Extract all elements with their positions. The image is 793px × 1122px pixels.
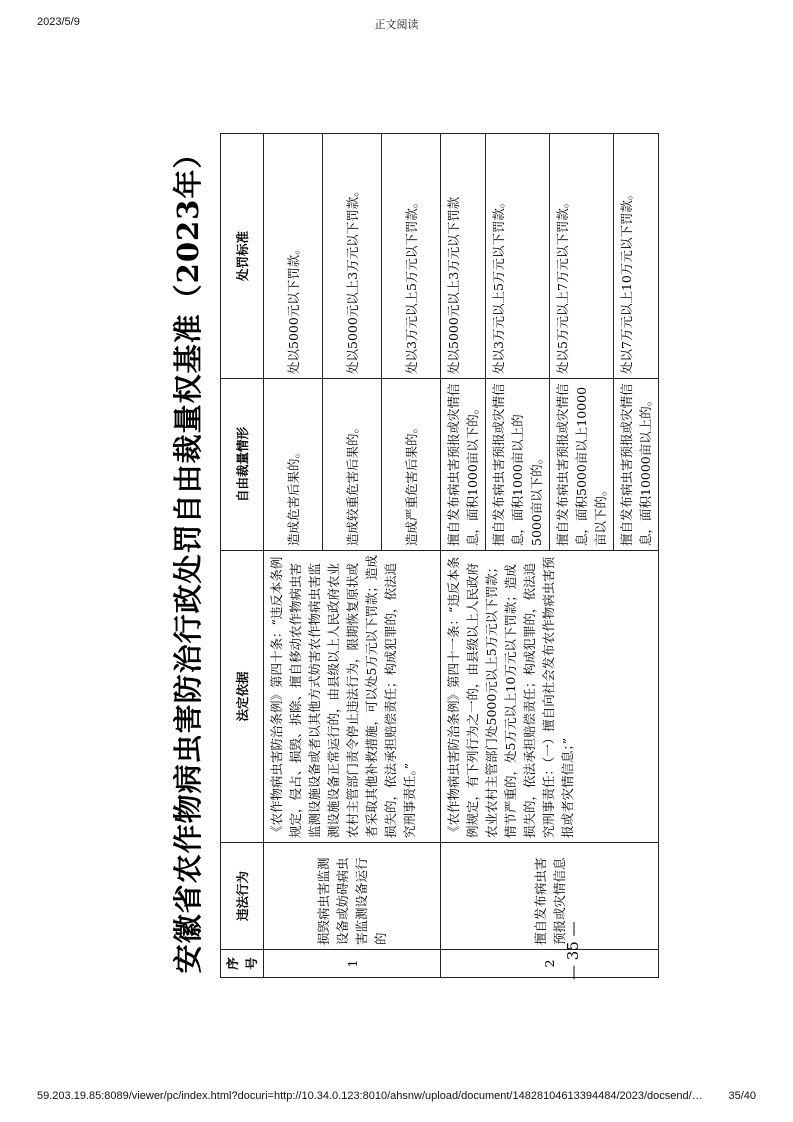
row-number: 1 [264, 950, 441, 978]
penalty-standard: 处以3万元以上5万元以下罚款。 [382, 134, 441, 379]
header-penalty: 处罚标准 [221, 134, 264, 379]
penalty-standard: 处以5000元以上3万元以下罚款 [441, 134, 486, 379]
header-act: 违法行为 [221, 843, 264, 950]
discretion-case: 擅自发布病虫害预报或灾情信息，面积10000亩以上的。 [614, 379, 659, 551]
table-row [264, 134, 323, 978]
header-case: 自由裁量情形 [221, 379, 264, 551]
penalty-standard: 处以3万元以上5万元以下罚款。 [486, 134, 550, 379]
illegal-act: 损毁病虫害监测设备或妨碍病虫害监测设备运行的 [264, 843, 441, 950]
discretion-case: 擅自发布病虫害预报或灾情信息，面积5000亩以上10000亩以下的。 [550, 379, 614, 551]
discretion-case: 擅自发布病虫害预报或灾情信息，面积1000亩以上的5000亩以下的。 [486, 379, 550, 551]
legal-basis: 《农作物病虫害防治条例》第四十一条：“违反本条例规定，有下列行为之一的，由县级以上人民政府农业农村主管部门处5000元以上5万元以下罚款；情节严重的，处5万元以上10万元以下罚款；造成损失的，依法承担赔偿责任；构成犯罪的，依法追究刑事责任：（一）擅自向社会发布农作物病虫害预报或者灾情信息；” [441, 551, 659, 843]
discretion-case: 擅自发布病虫害预报或灾情信息，面积1000亩以下的。 [441, 379, 486, 551]
penalty-standard: 处以7万元以上10万元以下罚款。 [614, 134, 659, 379]
print-url: 59.203.19.85:8089/viewer/pc/index.html?docuri=http://10.34.0.123:8010/ahsnw/upload/document/14828104613394484/2023/docsend/… [37, 1090, 703, 1102]
legal-basis: 《农作物病虫害防治条例》第四十条：“违反本条例规定，侵占、损毁、拆除、擅自移动农作物病虫害监测设施设备或者以其他方式妨害农作物病虫害监测设施设备正常运行的，由县级以上人民政府农业农村主管部门责令停止违法行为，限期恢复原状或者采取其他补救措施，可以处5万元以下罚款；造成损失的，依法承担赔偿责任；构成犯罪的，依法追究刑事责任。” [264, 551, 441, 843]
print-page-count: 35/40 [728, 1090, 756, 1102]
print-date: 2023/5/9 [37, 16, 80, 28]
table-row [441, 134, 486, 978]
header-basis: 法定依据 [221, 551, 264, 843]
penalty-standard: 处以5000元以上3万元以下罚款。 [323, 134, 382, 379]
document-page [146, 132, 653, 980]
penalty-standard: 处以5万元以上7万元以下罚款。 [550, 134, 614, 379]
document-title: 安徽省农作物病虫害防治行政处罚自由裁量权基准（2023年） [171, 138, 205, 974]
penalty-standard: 处以5000元以下罚款。 [264, 134, 323, 379]
discretion-case: 造成较重危害后果的。 [323, 379, 382, 551]
illegal-act: 擅自发布病虫害预报或灾情信息 [441, 843, 659, 950]
row-number: 2 [441, 950, 659, 978]
header-no: 序号 [221, 950, 264, 978]
page-number: — 35 — [564, 921, 582, 980]
discretion-case: 造成危害后果的。 [264, 379, 323, 551]
discretion-case: 造成严重危害后果的。 [382, 379, 441, 551]
table-header-row [221, 134, 264, 978]
print-page-title: 正文阅读 [374, 19, 419, 31]
penalty-table [220, 133, 659, 978]
